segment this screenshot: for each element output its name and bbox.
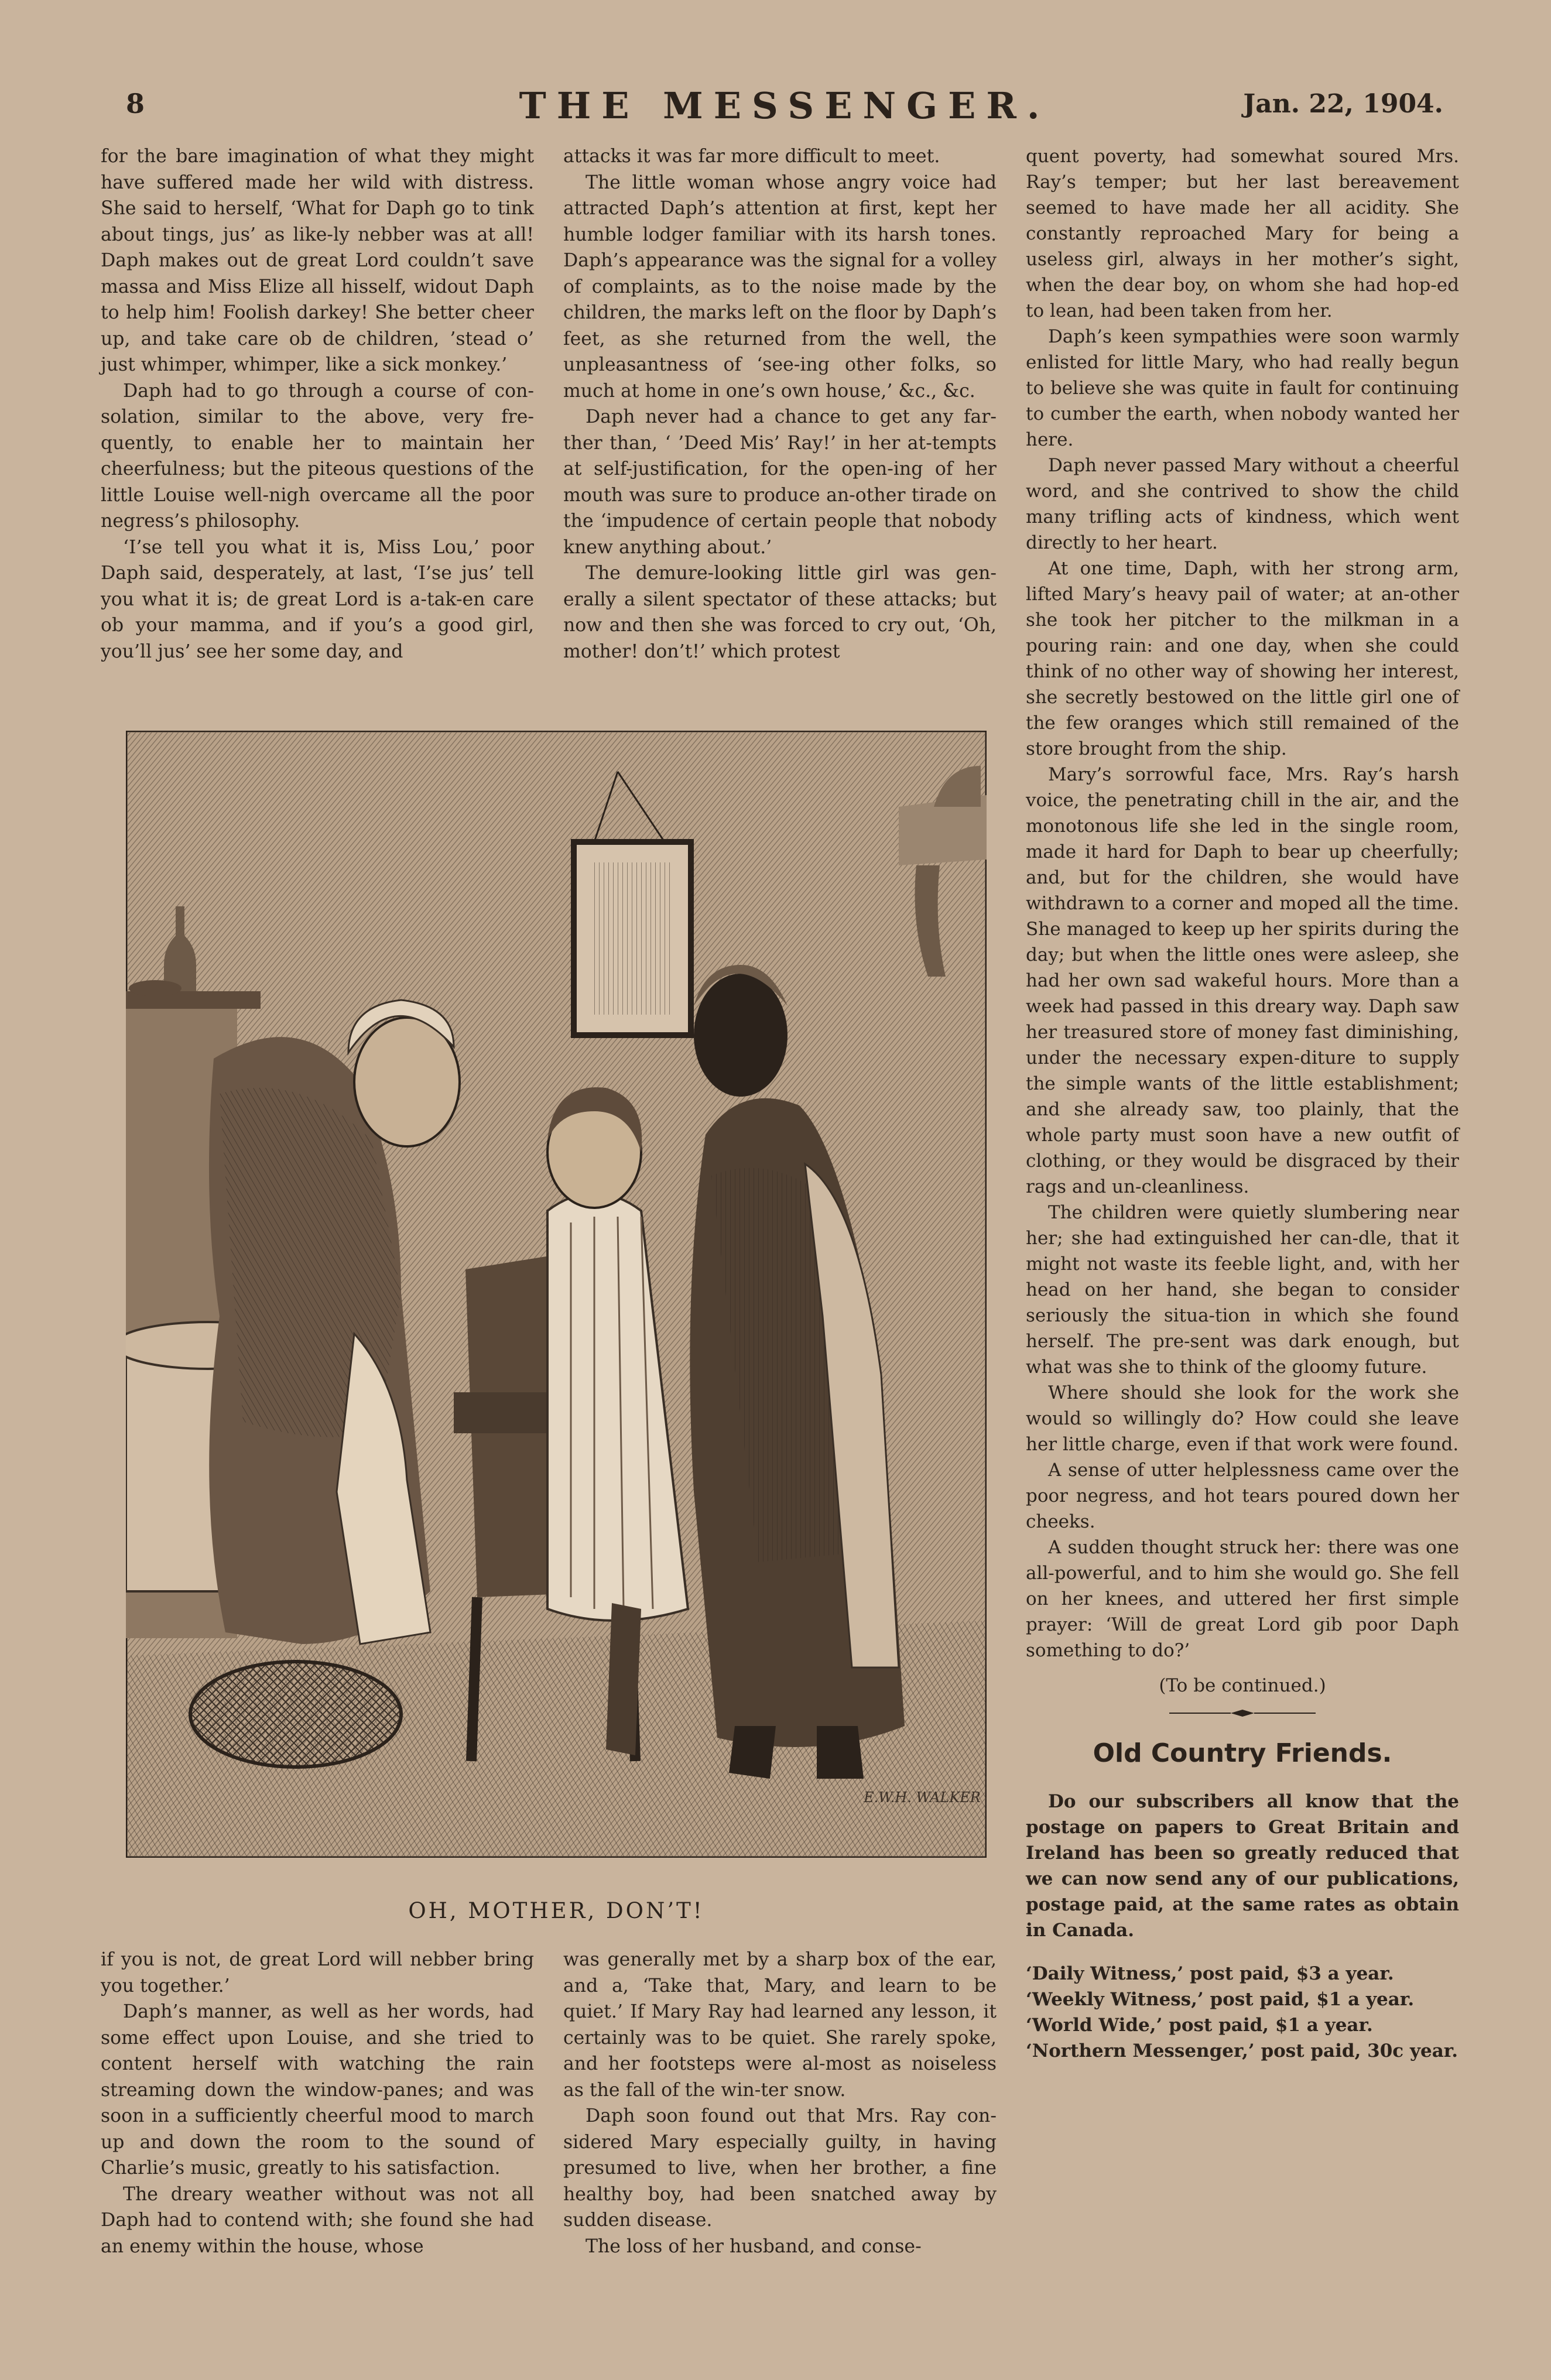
paragraph: The loss of her husband, and conse- — [586, 2235, 922, 2257]
paragraph: The little woman whose angry voice had attracted Daph’s attention at first, kept her humble lodger familiar with its harsh tones. Daph’s appearance was the signal for a volley of complaints, as to the noise made by the children, the marks left on the floor by Daph’s feet, as she returned from the well, the unpleasantness of ‘see-ing other folks, so much at home in one’s own house,’ &c., &c. — [563, 172, 997, 402]
paragraph: for the bare imagination of what they might have suffered made her wild with distress. She said to herself, ‘What for Daph go to tink about tings, jus’ as like-ly nebber was at all! Daph makes out de great Lord couldn’t save massa and Miss Elize all hisself, widout Daph to help him! Foolish darkey! She better cheer up, and take care ob de children, ’stead o’ just whimper, whimper, like a sick monkey.’ — [101, 146, 534, 375]
column-bottom-middle — [563, 1947, 997, 2259]
notice-title: Old Country Friends. — [1093, 1738, 1392, 1768]
paragraph: The children were quietly slumbering near her; she had extinguished her can-dle, that it might not waste its feeble light, and, with her head on her hand, she began to consider seriously the situa-tion in which she found herself. The pre-sent was dark enough, but what was she to think of the gloomy future. — [1026, 1202, 1459, 1378]
engraving-illustration — [126, 731, 987, 1858]
paragraph: attacks it was far more difficult to meet. — [563, 146, 940, 167]
paragraph: Daph never had a chance to get any far-ther than, ‘ ’Deed Mis’ Ray!’ in her at-tempts at self-justification, for the open-ing of her mouth was sure to produce an-other tirade on the ‘impudence of certain people that nobody knew anything about.’ — [563, 406, 997, 558]
ornamental-rule — [1169, 1708, 1316, 1718]
paragraph: ‘I’se tell you what it is, Miss Lou,’ poor Daph said, desperately, at last, ‘I’se jus’ tell you what it is; de great Lord is a-tak-en care ob your mamma, and if you’s a good girl, you’ll jus’ see her some day, and — [101, 536, 534, 662]
paragraph: A sudden thought struck her: there was one all-powerful, and to him she would go. She fell on her knees, and uttered her first simple prayer: ‘Will de great Lord gib poor Daph something to do?’ — [1026, 1537, 1459, 1661]
page-number: 8 — [126, 88, 145, 119]
column-top-left — [101, 143, 534, 665]
paragraph: quent poverty, had somewhat soured Mrs. Ray’s temper; but her last bereavement seemed to have made her all acidity. She constantly reproached Mary for being a useless girl, always in her mother’s sight, when the dear boy, on whom she had hop-ed to lean, had been taken from her. — [1026, 146, 1459, 321]
price-item: ‘World Wide,’ post paid, $1 a year. — [1026, 2015, 1373, 2036]
masthead — [126, 84, 1443, 135]
engraver-signature: E.W.H. WALKER — [864, 1789, 981, 1806]
paragraph: Daph soon found out that Mrs. Ray con-sidered Mary especially guilty, in having presumed to live, when her brother, a fine healthy boy, had been snatched away by sudden disease. — [563, 2105, 997, 2231]
paragraph: was generally met by a sharp box of the ear, and a, ‘Take that, Mary, and learn to be quiet.’ If Mary Ray had learned any lesson, it certainly was to be quiet. She rarely spoke, and her footsteps were al-most as noiseless as the fall of the win-ter snow. — [563, 1949, 997, 2101]
paragraph: Daph never passed Mary without a cheerful word, and she contrived to show the child many trifling acts of kindness, which went directly to her heart. — [1026, 455, 1459, 553]
paragraph: A sense of utter helplessness came over the poor negress, and hot tears poured down her cheeks. — [1026, 1460, 1459, 1532]
paragraph: Where should she look for the work she would so willingly do? How could she leave her little charge, even if that work were found. — [1026, 1382, 1459, 1455]
price-item: ‘Daily Witness,’ post paid, $3 a year. — [1026, 1963, 1394, 1984]
price-item: ‘Northern Messenger,’ post paid, 30c year. — [1026, 2040, 1458, 2061]
price-list — [1026, 1961, 1459, 2064]
paragraph: Daph had to go through a course of con-solation, similar to the above, very fre-quently, to enable her to maintain her cheerfulness; but the piteous questions of the little Louise well-nigh overcame all the poor negress’s philosophy. — [101, 380, 534, 532]
column-top-middle — [563, 143, 997, 665]
illustration-caption: OH, MOTHER, DON’T! — [408, 1898, 704, 1923]
paragraph: At one time, Daph, with her strong arm, lifted Mary’s heavy pail of water; at an-other she took her pitcher to the milkman in a pouring rain: and one day, when she could think of no other way of showing her interest, she secretly bestowed on the little girl one of the few oranges which still remained of the store brought from the ship. — [1026, 558, 1459, 759]
paragraph: if you is not, de great Lord will nebber bring you together.’ — [101, 1949, 534, 1997]
paragraph: Daph’s manner, as well as her words, had some effect upon Louise, and she tried to content herself with watching the rain streaming down the window-panes; and was soon in a sufficiently cheerful mood to march up and down the room to the sound of Charlie’s music, greatly to his satisfaction. — [101, 2001, 534, 2179]
paragraph: The dreary weather without was not all Daph had to contend with; she found she had an enemy within the house, whose — [101, 2183, 534, 2257]
paragraph: The demure-looking little girl was gen-erally a silent spectator of these attacks; but now and then she was forced to cry out, ‘Oh, mother! don’t!’ which protest — [563, 563, 997, 662]
paragraph: Mary’s sorrowful face, Mrs. Ray’s harsh voice, the penetrating chill in the air, and the monotonous life she led in the single room, made it hard for Daph to bear up cheerfully; and, but for the children, she would have withdrawn to a corner and moped all the time. She managed to keep up her spirits during the day; but when the little ones were asleep, she had her own sad wakeful hours. More than a week had passed in this dreary way. Daph saw her treasured store of money fast diminishing, under the necessary expen-diture to supply the simple wants of the little establishment; and she already saw, too plainly, that the whole party must soon have a new outfit of clothing, or they would be disgraced by their rags and un-cleanliness. — [1026, 764, 1459, 1197]
price-item: ‘Weekly Witness,’ post paid, $1 a year. — [1026, 1989, 1415, 2010]
column-right — [1026, 143, 1459, 2064]
newspaper-title: THE MESSENGER. — [519, 84, 1050, 127]
to-be-continued: (To be continued.) — [1159, 1675, 1326, 1696]
notice-body: Do our subscribers all know that the postage on papers to Great Britain and Ireland has been so greatly reduced that we can now send any of our publications, postage paid, at the same rates as obtain in Canada. — [1026, 1791, 1459, 1941]
issue-date: Jan. 22, 1904. — [1243, 89, 1443, 119]
column-bottom-left — [101, 1947, 534, 2259]
paragraph: Daph’s keen sympathies were soon warmly enlisted for little Mary, who had really begun to believe she was quite in fault for continuing to cumber the earth, when nobody wanted her here. — [1026, 326, 1459, 450]
